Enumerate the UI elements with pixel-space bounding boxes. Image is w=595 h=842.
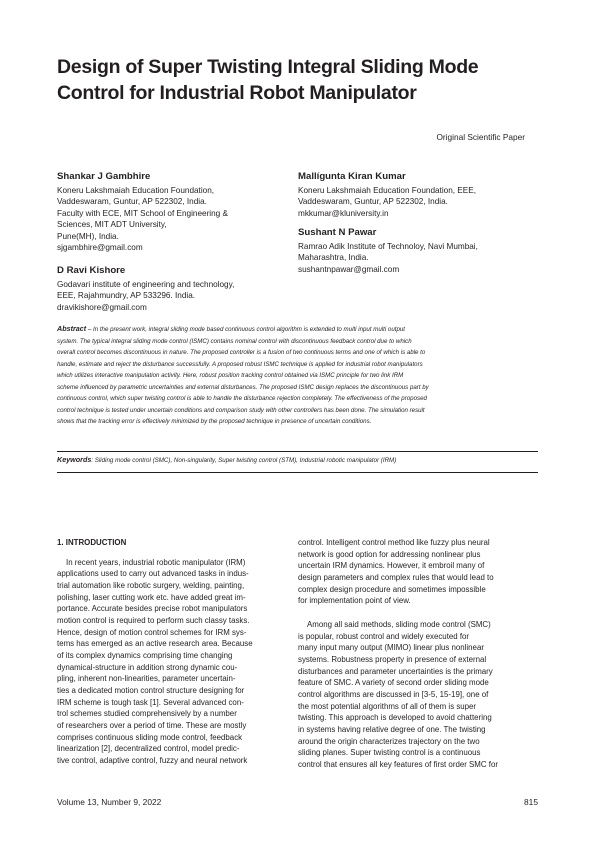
- body-line: In recent years, industrial robotic manipulator (IRM): [66, 557, 246, 567]
- body-line: applications used to carry out advanced tasks in indus-: [57, 569, 249, 579]
- divider-rule: [57, 451, 538, 452]
- author-block: [57, 264, 234, 313]
- body-line: trol schemes studied comprehensively by a number: [57, 709, 237, 719]
- body-line: uncertain IRM dynamics. However, it embroil many of: [298, 561, 485, 571]
- author-affiliation: Vaddeswaram, Guntur, AP 522302, India.: [298, 197, 448, 207]
- body-line: pling, inherent non-linearities, parameter uncertain-: [57, 674, 236, 684]
- author-email: mkkumar@kluniversity.in: [298, 208, 389, 218]
- author-affiliation: Koneru Lakshmaiah Education Foundation,: [57, 186, 215, 195]
- footer-volume: Volume 13, Number 9, 2022: [57, 797, 162, 807]
- body-line: around the origin characterizes trajectory on the two: [298, 736, 480, 746]
- keywords-text: : Sliding mode control (SMC), Non-singularity, Super twisting control (STM), Industrial robotic manipulator (IRM): [91, 457, 397, 464]
- author-email: sushantnpawar@gmail.com: [298, 264, 400, 274]
- keywords-label: Keywords: [57, 455, 92, 464]
- author-name: D Ravi Kishore: [57, 265, 126, 276]
- author-block: [57, 170, 228, 253]
- body-line: is popular, robust control and widely executed for: [298, 631, 470, 641]
- author-affiliation: Ramrao Adik Institute of Technoloy, Navi Mumbai,: [298, 242, 478, 251]
- body-line: complex design procedure and sometimes impossible: [298, 584, 486, 594]
- section-heading: 1. INTRODUCTION: [57, 538, 127, 547]
- author-affiliation: Godavari institute of engineering and technology,: [57, 280, 235, 289]
- body-line: control algorithms are discussed in [3-5, 15-19], one of: [298, 689, 489, 699]
- body-line: comprises continuous sliding mode control, feedback: [57, 732, 243, 742]
- body-line: many input many output (MIMO) linear plus nonlinear: [298, 643, 484, 653]
- body-line: control that ensures all key features of first order SMC for: [298, 759, 498, 769]
- abstract-line: overall control becomes discontinuous in nature. The proposed controller is a fusion of two continuous terms and one of which is able to: [57, 349, 426, 357]
- author-name: Shankar J Gambhire: [57, 171, 151, 182]
- author-email: sjgambhire@gmail.com: [57, 243, 143, 253]
- body-line: tive control, adaptive control, fuzzy and neural network: [57, 755, 248, 765]
- author-name: Mallígunta Kiran Kumar: [298, 171, 406, 182]
- body-left-column: [57, 537, 289, 766]
- keywords: [57, 455, 537, 466]
- body-line: trial automation like robotic surgery, welding, painting,: [57, 580, 245, 590]
- body-line: portance. Accurate besides precise robot manipulators: [57, 604, 248, 614]
- abstract-label: Abstract: [57, 324, 87, 333]
- author-affiliation: Vaddeswaram, Guntur, AP 522302, India.: [57, 197, 207, 207]
- body-line: tems has emerged as an active research area. Because: [57, 639, 253, 649]
- abstract-text: – In the present work, integral sliding mode based continuous control algorithm is extended to multi input multi output: [86, 326, 405, 333]
- author-block: [298, 170, 476, 219]
- author-block: [298, 226, 478, 275]
- abstract-line: scheme influenced by parametric uncertainties and external disturbances. The proposed ISMC design replaces the discontinuous part by: [57, 383, 429, 391]
- body-line: systems. Robustness property in presence of external: [298, 654, 487, 664]
- body-line: twisting. This approach is developed to avoid chattering: [298, 713, 492, 723]
- divider-rule: [57, 472, 538, 473]
- body-line: in systems having relative degree of one. The twisting: [298, 724, 486, 734]
- body-line: network is good option for addressing nonlinear plus: [298, 549, 481, 559]
- body-line: IRM scheme is tough task [1]. Several advanced con-: [57, 697, 244, 707]
- footer-page-number: 815: [524, 797, 538, 807]
- title-line: Design of Super Twisting Integral Sliding Mode: [57, 56, 479, 78]
- author-affiliation: Pune(MH), India.: [57, 231, 119, 241]
- paper-title: [57, 54, 537, 106]
- author-affiliation: Koneru Lakshmaiah Education Foundation, EEE,: [298, 186, 476, 195]
- abstract-line: system. The typical integral sliding mode control (ISMC) contains nominal control with discontinuous feedback control due to which: [57, 337, 412, 345]
- author-affiliation: Sciences, MIT ADT University,: [57, 220, 167, 230]
- body-line: of its complex dynamics comprising time changing: [57, 650, 233, 660]
- body-line: feature of SMC. A variety of second order sliding mode: [298, 678, 489, 688]
- body-line: Hence, design of motion control schemes for IRM sys-: [57, 627, 247, 637]
- author-email: dravikishore@gmail.com: [57, 302, 147, 312]
- abstract-line: handle, estimate and reject the disturbance successfully. A proposed robust ISMC technique is applied for industrial robot manipulators: [57, 360, 423, 368]
- body-line: design parameters and complex rules that would lead to: [298, 572, 494, 582]
- body-line: Among all said methods, sliding mode control (SMC): [307, 619, 491, 629]
- keywords-line: [57, 455, 537, 466]
- body-line: the most potential algorithms of all of them is super: [298, 701, 477, 711]
- abstract-line: continuous control, which super twisting control is able to handle the disturbance rejection completely. The effectiveness of the proposed: [57, 395, 427, 403]
- paper-type-label: Original Scientific Paper: [436, 132, 525, 142]
- body-line: motion control is required to perform such classy tasks.: [57, 615, 250, 625]
- body-line: linearization [2], decentralized control, model predic-: [57, 744, 240, 754]
- author-affiliation: Maharashtra, India.: [298, 253, 369, 263]
- body-line: control. Intelligent control method like fuzzy plus neural: [298, 538, 490, 547]
- body-line: of researchers over a period of time. These are mostly: [57, 720, 247, 730]
- author-affiliation: Faculty with ECE, MIT School of Engineering &: [57, 208, 228, 218]
- abstract: [57, 323, 537, 428]
- body-line: polishing, laser cutting work etc. have added great im-: [57, 592, 246, 602]
- abstract-line: control technique is tested under uncertain conditions and comparison study with other controllers has been done. The simulation result: [57, 406, 425, 414]
- author-affiliation: EEE, Rajahmundry, AP 533296. India.: [57, 291, 196, 301]
- abstract-line: which utilizes interactive manipulation activity. Here, robust position tracking control obtained via ISMC principle for two link IRM: [57, 372, 404, 380]
- body-right-column: [298, 537, 538, 770]
- body-line: dynamical-structure in addition strong dynamic cou-: [57, 662, 238, 672]
- author-name: Sushant N Pawar: [298, 227, 377, 238]
- body-line: for implementation point of view.: [298, 596, 411, 606]
- abstract-line: shows that the tracking error is effectively minimized by the proposed technique in presence of uncertain conditions.: [57, 418, 372, 426]
- title-line: Control for Industrial Robot Manipulator: [57, 82, 417, 104]
- body-line: disturbances and parameter uncertainties is the primary: [298, 666, 493, 676]
- body-line: ties a dedicated motion control structure designing for: [57, 685, 245, 695]
- body-line: sliding planes. Super twisting control is a continuous: [298, 748, 481, 758]
- abstract-line: [57, 323, 537, 336]
